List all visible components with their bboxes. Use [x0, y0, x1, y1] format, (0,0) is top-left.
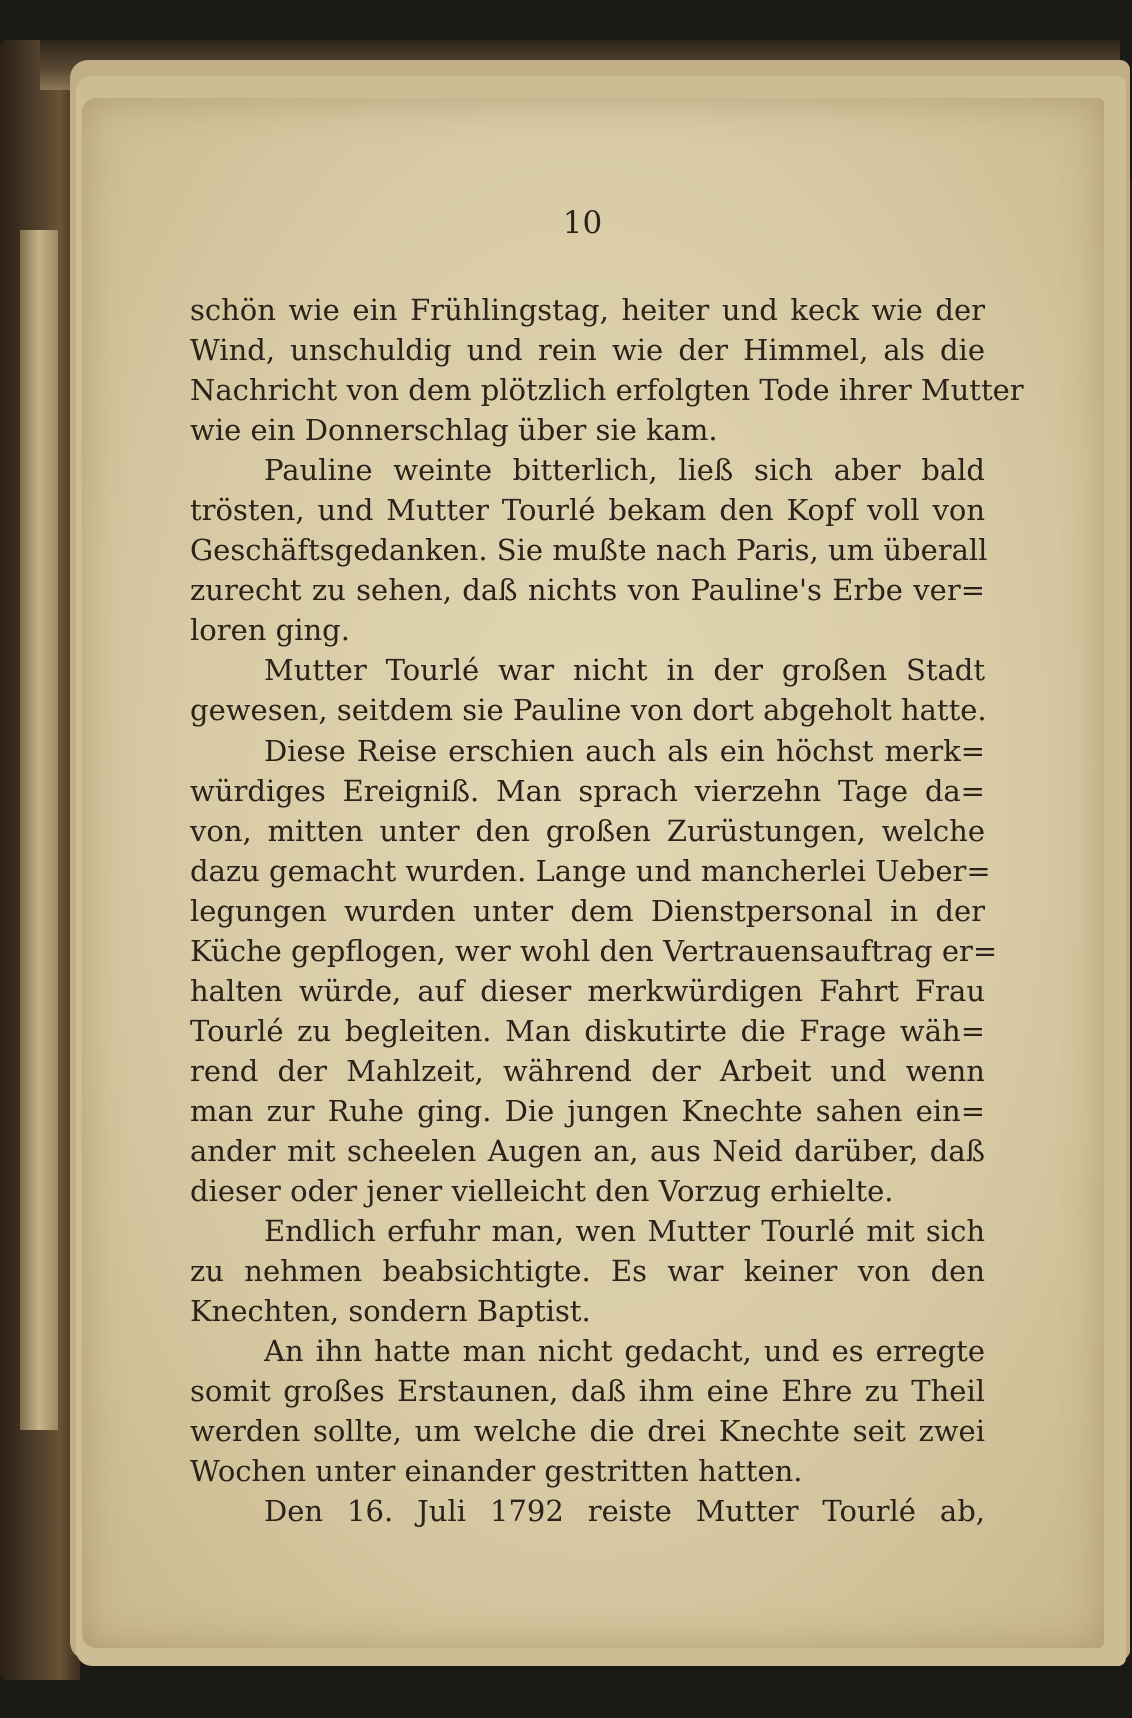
body-text [190, 290, 1024, 1531]
text-line: Den 16. Juli 1792 reiste Mutter Tourlé ab, [264, 1494, 985, 1529]
text-line: somit großes Erstaunen, daß ihm eine Ehre zu Theil [190, 1374, 985, 1409]
text-line: Endlich erfuhr man, wen Mutter Tourlé mit sich [264, 1214, 985, 1249]
text-line: dieser oder jener vielleicht den Vorzug erhielte. [190, 1174, 894, 1209]
text-line: Küche gepflogen, wer wohl den Vertrauensauftrag er= [190, 933, 998, 968]
text-line: legungen wurden unter dem Dienstpersonal in der [190, 893, 985, 928]
text-line: loren ging. [190, 613, 350, 648]
text-line: von, mitten unter den großen Zurüstungen, welche [190, 813, 985, 848]
text-line: Nachricht von dem plötzlich erfolgten Tode ihrer Mutter [190, 373, 1024, 408]
text-line: wie ein Donnerschlag über sie kam. [190, 413, 718, 448]
text-line: Wind, unschuldig und rein wie der Himmel, als die [190, 333, 985, 368]
text-line: halten würde, auf dieser merkwürdigen Fahrt Frau [190, 973, 985, 1008]
text-line: An ihn hatte man nicht gedacht, und es erregte [264, 1334, 985, 1369]
text-line: zu nehmen beabsichtigte. Es war keiner von den [190, 1254, 985, 1289]
text-line: trösten, und Mutter Tourlé bekam den Kopf voll von [190, 493, 985, 528]
text-line: würdiges Ereigniß. Man sprach vierzehn Tage da= [190, 773, 985, 808]
text-line: Pauline weinte bitterlich, ließ sich aber bald [264, 453, 985, 488]
text-line: dazu gemacht wurden. Lange und mancherlei Ueber= [190, 853, 991, 888]
text-line: man zur Ruhe ging. Die jungen Knechte sahen ein= [190, 1093, 985, 1128]
text-line: Tourlé zu begleiten. Man diskutirte die Frage wäh= [190, 1013, 985, 1048]
page-number: 10 [562, 205, 603, 241]
text-line: gewesen, seitdem sie Pauline von dort abgeholt hatte. [190, 693, 987, 728]
text-line: schön wie ein Frühlingstag, heiter und keck wie der [190, 293, 985, 327]
text-line: zurecht zu sehen, daß nichts von Pauline's Erbe ver= [190, 573, 985, 608]
text-line: Mutter Tourlé war nicht in der großen Stadt [264, 653, 985, 688]
text-line: Wochen unter einander gestritten hatten. [190, 1454, 803, 1489]
text-line: Geschäftsgedanken. Sie mußte nach Paris, um überall [190, 533, 988, 568]
text-line: Diese Reise erschien auch als ein höchst merk= [264, 733, 985, 768]
text-line: rend der Mahlzeit, während der Arbeit und wenn [190, 1053, 985, 1088]
page-edges-strip [20, 230, 58, 1430]
text-line: Knechten, sondern Baptist. [190, 1294, 591, 1329]
text-line: ander mit scheelen Augen an, aus Neid darüber, daß [190, 1133, 985, 1168]
text-line: werden sollte, um welche die drei Knechte seit zwei [190, 1414, 985, 1449]
